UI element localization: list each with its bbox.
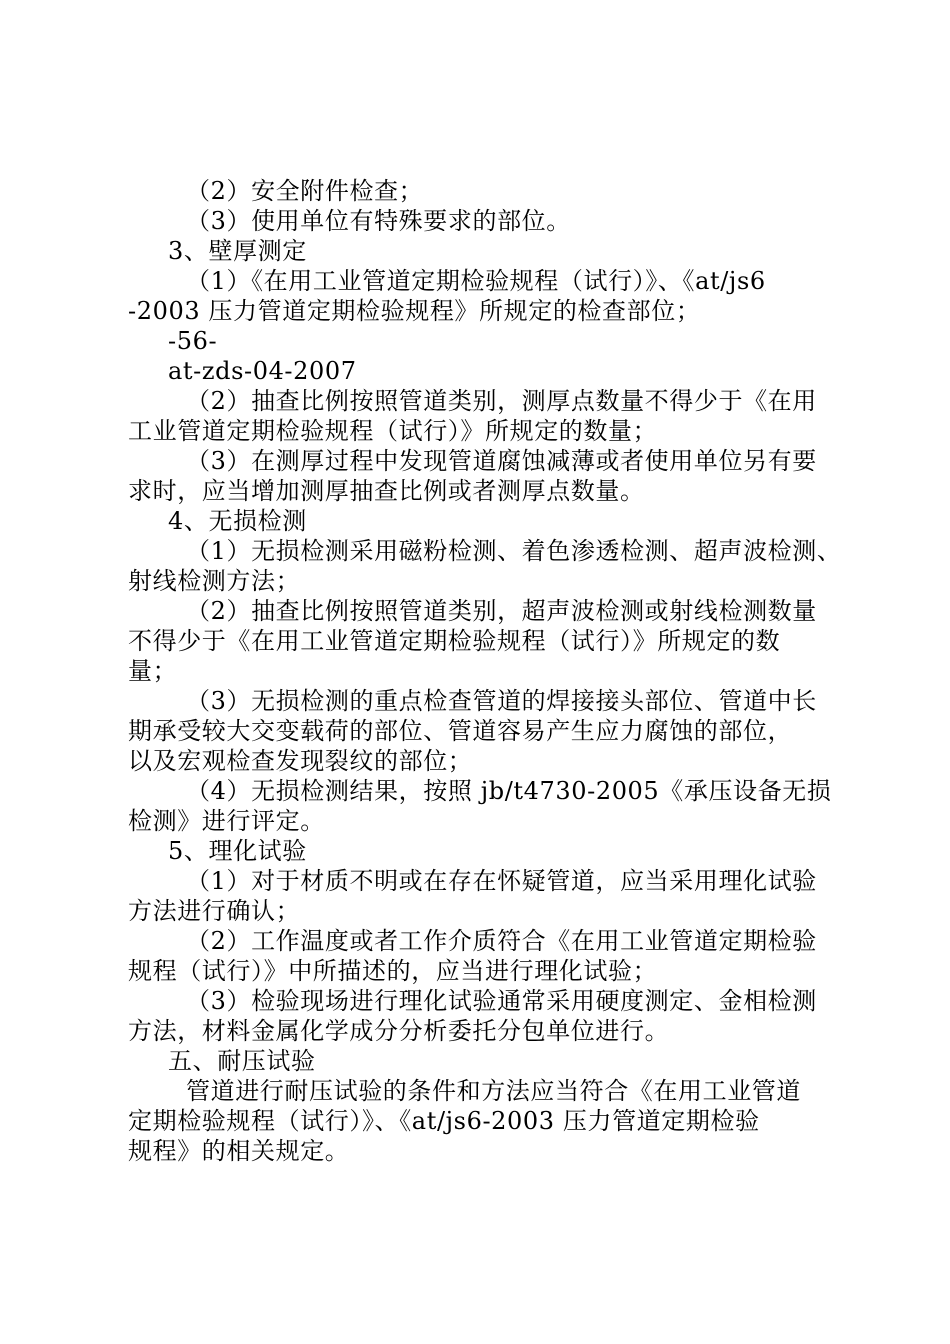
paragraph-line: （2）安全附件检查； xyxy=(186,177,424,205)
paragraph-line: 求时，应当增加测厚抽查比例或者测厚点数量。 xyxy=(128,477,645,505)
document-body xyxy=(128,176,842,1166)
paragraph-line: 不得少于《在用工业管道定期检验规程（试行）》所规定的数 xyxy=(128,627,781,655)
paragraph-line: （3）在测厚过程中发现管道腐蚀减薄或者使用单位另有要 xyxy=(186,447,817,475)
paragraph-line: 定期检验规程（试行）》、《at/js6-2003 压力管道定期检验 xyxy=(128,1107,760,1135)
paragraph-line: （2）抽查比例按照管道类别，超声波检测或射线检测数量 xyxy=(186,597,817,625)
section-heading: 4、无损检测 xyxy=(168,507,307,535)
section-heading: 5、理化试验 xyxy=(168,837,307,865)
section-heading: 五、耐压试验 xyxy=(168,1047,316,1075)
paragraph-line: （3）使用单位有特殊要求的部位。 xyxy=(186,207,571,235)
paragraph-line: （3）检验现场进行理化试验通常采用硬度测定、金相检测 xyxy=(186,987,817,1015)
paragraph-line: 管道进行耐压试验的条件和方法应当符合《在用工业管道 xyxy=(186,1077,801,1105)
paragraph-line: 工业管道定期检验规程（试行）》所规定的数量； xyxy=(128,417,658,445)
document-code: at-zds-04-2007 xyxy=(168,357,357,385)
paragraph-line: （1）对于材质不明或在存在怀疑管道，应当采用理化试验 xyxy=(186,867,817,895)
paragraph-line: 量； xyxy=(128,657,178,685)
paragraph-line: 方法进行确认； xyxy=(128,897,301,925)
paragraph-line: 规程》的相关规定。 xyxy=(128,1137,350,1165)
page-number: -56- xyxy=(168,327,218,355)
paragraph-line: （2）工作温度或者工作介质符合《在用工业管道定期检验 xyxy=(186,927,817,955)
section-heading: 3、壁厚测定 xyxy=(168,237,307,265)
paragraph-line: 规程（试行）》中所描述的，应当进行理化试验； xyxy=(128,957,658,985)
paragraph-line: -2003 压力管道定期检验规程》所规定的检查部位； xyxy=(128,297,701,325)
paragraph-line: （1）《在用工业管道定期检验规程（试行）》、《at/js6 xyxy=(186,267,766,295)
paragraph-line: 射线检测方法； xyxy=(128,567,301,595)
paragraph-line: 以及宏观检查发现裂纹的部位； xyxy=(128,747,473,775)
paragraph-line: （3）无损检测的重点检查管道的焊接接头部位、管道中长 xyxy=(186,687,817,715)
paragraph-line: 检测》进行评定。 xyxy=(128,807,325,835)
paragraph-line: （4）无损检测结果，按照 jb/t4730-2005《承压设备无损 xyxy=(186,777,832,805)
paragraph-line: 方法，材料金属化学成分分析委托分包单位进行。 xyxy=(128,1017,670,1045)
paragraph-line: （1）无损检测采用磁粉检测、着色渗透检测、超声波检测、 xyxy=(186,537,842,565)
paragraph-line: 期承受较大交变载荷的部位、管道容易产生应力腐蚀的部位， xyxy=(128,717,793,745)
paragraph-line: （2）抽查比例按照管道类别，测厚点数量不得少于《在用 xyxy=(186,387,817,415)
